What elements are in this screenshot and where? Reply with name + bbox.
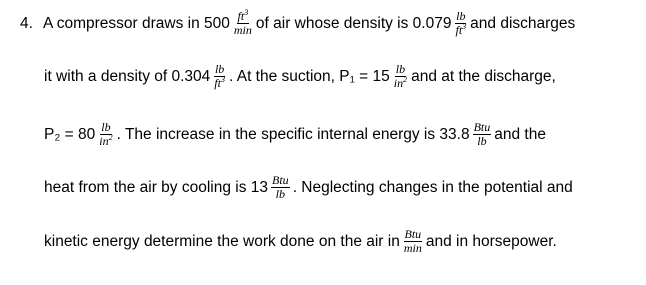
line3-text-3: and the [494, 125, 546, 143]
line4-text-2: . Neglecting changes in the potential and [292, 178, 573, 196]
line2-text-3: and at the discharge, [411, 67, 556, 85]
problem-number: 4. [20, 14, 33, 32]
line3-text-2: . The increase in the specific internal energy is 33.8 [116, 125, 470, 143]
unit-btu-per-min: $\frac{\text{Btu}}{\min}$ [403, 227, 422, 255]
line1-text-1: A compressor draws in 500 [42, 14, 230, 32]
problem-line-5 [44, 228, 557, 255]
line2-text-2: . At the suction, P₁ = 15 [228, 67, 390, 85]
unit-ft3-per-min: $\frac{ft^3}{\min}$ [233, 8, 252, 37]
unit-btu-per-lb: $\frac{\text{Btu}}{lb}$ [473, 120, 491, 148]
line1-text-2: of air whose density is 0.079 [255, 14, 452, 32]
unit-btu-per-lb: $\frac{\text{Btu}}{lb}$ [272, 173, 289, 201]
line2-text-1: it with a density of 0.304 [44, 67, 211, 85]
line5-text-1: kinetic energy determine the work done on the air in [44, 232, 400, 250]
line5-text-2: and in horsepower. [425, 232, 557, 250]
line4-text-1: heat from the air by cooling is 13 [44, 178, 269, 196]
line3-text-1: P₂ = 80 [44, 125, 96, 143]
unit-lb-per-ft3: $\frac{lb}{ft^3}$ [214, 62, 225, 90]
unit-lb-per-ft3: $\frac{lb}{ft^3}$ [455, 9, 467, 37]
problem-line-4 [44, 174, 573, 201]
unit-lb-per-in2: $\frac{lb}{in^2}$ [393, 62, 408, 90]
unit-lb-per-in2: $\frac{lb}{in^2}$ [99, 120, 113, 148]
line1-text-3: and discharges [470, 14, 576, 32]
problem-line-2 [44, 63, 556, 90]
problem-line-3 [44, 121, 546, 148]
problem-line-1 [20, 10, 575, 37]
